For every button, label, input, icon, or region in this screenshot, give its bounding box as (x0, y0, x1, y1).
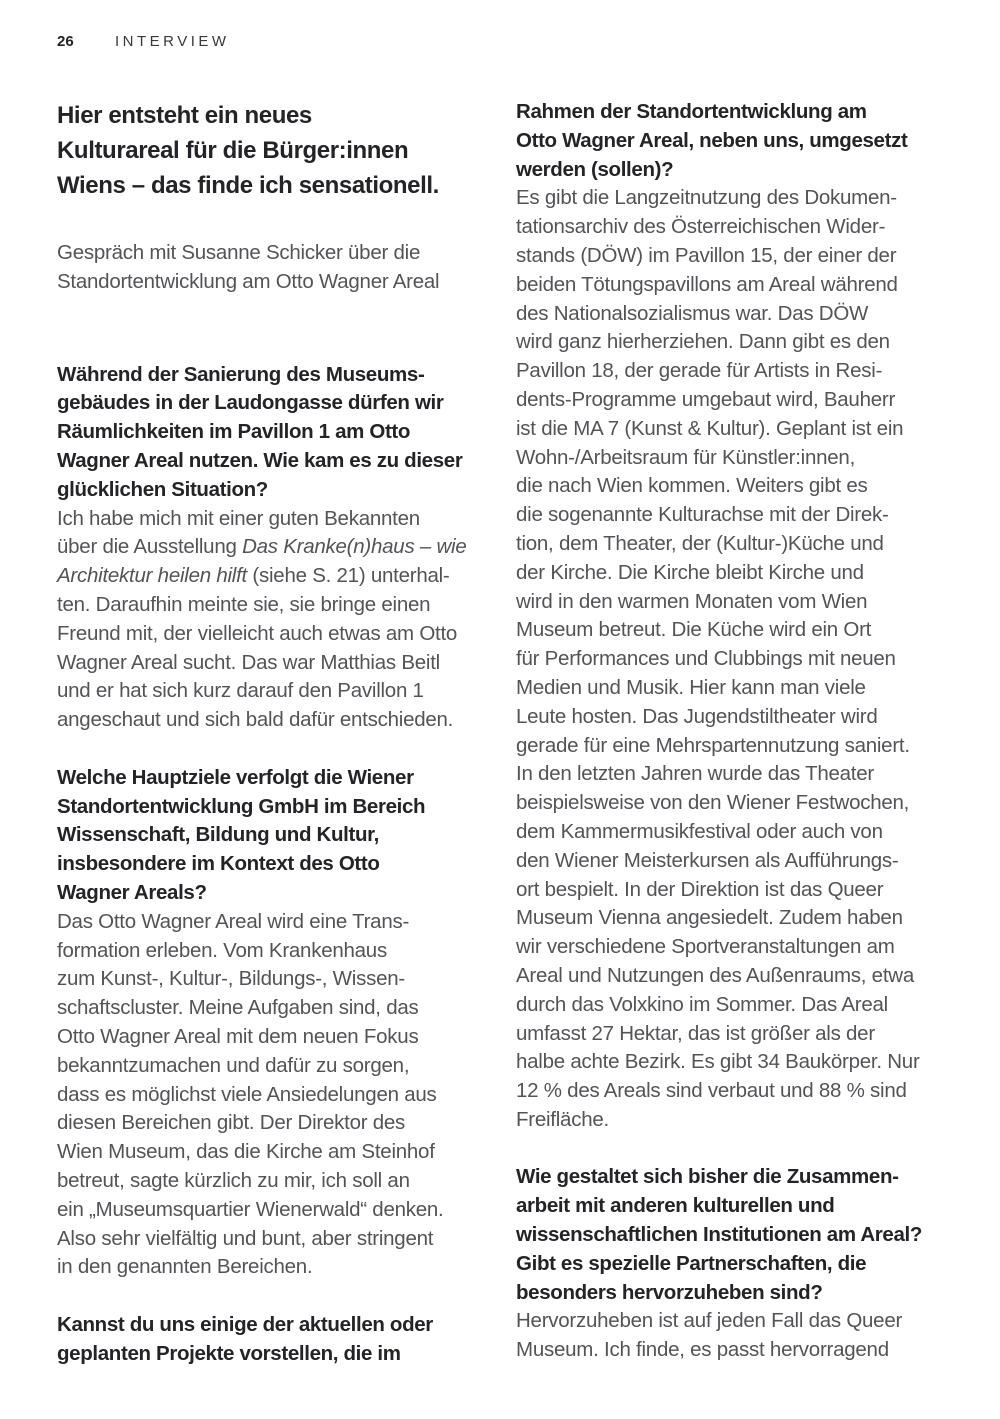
text-line: Standortentwicklung am Otto Wagner Areal (57, 269, 440, 293)
text-line: Areal und Nutzungen des Außenraums, etwa (516, 963, 914, 987)
text-line: Wien Museum, das die Kirche am Steinhof (57, 1140, 435, 1164)
answer-block (516, 1307, 946, 1365)
text-line: besonders hervorzuheben sind? (516, 1280, 823, 1304)
text-line: für Performances und Clubbings mit neuen (516, 647, 896, 671)
text-line: ort bespielt. In der Direktion ist das Queer (516, 877, 884, 901)
section-title: INTERVIEW (115, 33, 230, 50)
text-line: Gespräch mit Susanne Schicker über die (57, 241, 421, 264)
text-line: wird in den warmen Monaten vom Wien (516, 589, 868, 613)
text-line: durch das Volxkino im Sommer. Das Areal (516, 992, 888, 1016)
text-line: gebäudes in der Laudongasse dürfen wir (57, 391, 444, 415)
text-line: Räumlichkeiten im Pavillon 1 am Otto (57, 420, 411, 444)
text-line: Freund mit, der vielleicht auch etwas am Otto (57, 621, 458, 645)
text-line: dass es möglichst viele Ansiedelungen aus (57, 1082, 437, 1106)
text-line: werden (sollen)? (516, 157, 674, 181)
text-line: wissenschaftlichen Institutionen am Areal? (516, 1223, 923, 1247)
text-line: die nach Wien kommen. Weiters gibt es (516, 474, 868, 498)
text-line: beispielsweise von den Wiener Festwochen, (516, 791, 910, 815)
text-line: Architektur heilen hilft (siehe S. 21) unterhal- (57, 564, 450, 588)
text-line: des Nationalsozialismus war. Das DÖW (516, 301, 869, 325)
text-line: die sogenannte Kulturachse mit der Direk- (516, 503, 889, 527)
right-column (516, 98, 946, 1368)
question-block (57, 1311, 490, 1369)
page-header (57, 32, 230, 52)
text-line: Wie gestaltet sich bisher die Zusammen- (516, 1165, 899, 1189)
text-line: gerade für eine Mehrspartennutzung saniert. (516, 733, 910, 757)
text-line: Das Otto Wagner Areal wird eine Trans- (57, 909, 410, 933)
question-block (57, 361, 490, 505)
text-line: Museum Vienna angesiedelt. Zudem haben (516, 906, 903, 930)
text-line: wird ganz hierherziehen. Dann gibt es den (516, 330, 890, 354)
text-line: der Kirche. Die Kirche bleibt Kirche und (516, 560, 864, 584)
text-line: Ich habe mich mit einer guten Bekannten (57, 506, 420, 530)
text-line: zum Kunst-, Kultur-, Bildungs-, Wissen- (57, 967, 405, 991)
question-block (516, 98, 946, 184)
text-line: Während der Sanierung des Museums- (57, 362, 425, 386)
text-line: betreut, sagte kürzlich zu mir, ich soll an (57, 1168, 410, 1192)
text-line: Hervorzuheben ist auf jeden Fall das Queer (516, 1309, 903, 1333)
question-block (516, 1163, 946, 1307)
text-line: bekanntzumachen und dafür zu sorgen, (57, 1053, 410, 1077)
text-line: geplanten Projekte vorstellen, die im (57, 1341, 401, 1365)
text-line: Wagner Areals? (57, 880, 207, 904)
text-line: In den letzten Jahren wurde das Theater (516, 762, 874, 786)
answer-block (516, 184, 946, 1134)
left-column-text (57, 361, 490, 1369)
text-line: Es gibt die Langzeitnutzung des Dokumen- (516, 186, 897, 210)
text-line: Leute hosten. Das Jugendstiltheater wird (516, 704, 878, 728)
answer-block (57, 505, 490, 735)
article-headline (57, 98, 490, 203)
text-line: Kulturareal für die Bürger:innen (57, 137, 409, 164)
text-line: Kannst du uns einige der aktuellen oder (57, 1312, 433, 1336)
text-line: dents-Programme umgebaut wird, Bauherr (516, 387, 896, 411)
text-line: angeschaut und sich bald dafür entschieden. (57, 708, 454, 732)
right-column-text (516, 98, 946, 1365)
text-line: Otto Wagner Areal, neben uns, umgesetzt (516, 128, 908, 152)
text-line: formation erleben. Vom Krankenhaus (57, 938, 387, 962)
text-line: Rahmen der Standortentwicklung am (516, 100, 867, 123)
text-line: den Wiener Meisterkursen als Aufführungs- (516, 848, 899, 872)
text-line: Museum betreut. Die Küche wird ein Ort (516, 618, 872, 642)
text-line: Otto Wagner Areal mit dem neuen Fokus (57, 1024, 419, 1048)
text-line: schaftscluster. Meine Aufgaben sind, das (57, 996, 419, 1020)
text-line: ist die MA 7 (Kunst & Kultur). Geplant ist ein (516, 416, 904, 440)
text-line: Wissenschaft, Bildung und Kultur, (57, 823, 379, 847)
text-line: wir verschiedene Sportveranstaltungen am (516, 935, 895, 959)
text-line: arbeit mit anderen kulturellen und (516, 1194, 835, 1218)
text-line: umfasst 27 Hektar, das ist größer als der (516, 1021, 875, 1045)
text-line: Wiens – das finde ich sensationell. (57, 172, 439, 199)
left-column (57, 98, 490, 1368)
text-line: ein „Museumsquartier Wienerwald“ denken. (57, 1197, 444, 1221)
text-line: Wagner Areal nutzen. Wie kam es zu dieser (57, 448, 463, 472)
page-number: 26 (57, 33, 74, 50)
text-line: Welche Hauptziele verfolgt die Wiener (57, 765, 414, 789)
text-line: Also sehr vielfältig und bunt, aber stringent (57, 1226, 434, 1250)
text-line: Freifläche. (516, 1107, 609, 1131)
text-line: beiden Tötungspavillons am Areal während (516, 272, 898, 296)
text-line: Wagner Areal sucht. Das war Matthias Beitl (57, 650, 440, 674)
text-line: 12 % des Areals sind verbaut und 88 % sind (516, 1079, 907, 1103)
text-line: Gibt es spezielle Partnerschaften, die (516, 1251, 867, 1275)
answer-block (57, 908, 490, 1282)
text-line: stands (DÖW) im Pavillon 15, der einer der (516, 243, 897, 267)
text-line: insbesondere im Kontext des Otto (57, 852, 380, 876)
text-line: Museum. Ich finde, es passt hervorragend (516, 1338, 889, 1362)
text-line: Medien und Musik. Hier kann man viele (516, 675, 866, 699)
text-line: tion, dem Theater, der (Kultur-)Küche und (516, 531, 884, 555)
text-line: glücklichen Situation? (57, 477, 268, 501)
text-line: Pavillon 18, der gerade für Artists in Resi- (516, 359, 883, 383)
text-line: über die Ausstellung Das Kranke(n)haus – wie (57, 535, 467, 559)
article-subtitle (57, 239, 490, 297)
text-line: dem Kammermusikfestival oder auch von (516, 819, 883, 843)
text-line: ten. Daraufhin meinte sie, sie bringe einen (57, 592, 431, 616)
text-line: tationsarchiv des Österreichischen Wider- (516, 215, 886, 239)
text-line: Wohn-/Arbeitsraum für Künstler:innen, (516, 445, 856, 469)
text-line: diesen Bereichen gibt. Der Direktor des (57, 1111, 406, 1135)
text-line: Standortentwicklung GmbH im Bereich (57, 794, 426, 818)
two-column-layout (57, 98, 946, 1368)
text-line: in den genannten Bereichen. (57, 1255, 313, 1279)
text-line: Hier entsteht ein neues (57, 102, 312, 129)
question-block (57, 764, 490, 908)
text-line: und er hat sich kurz darauf den Pavillon 1 (57, 679, 424, 703)
text-line: halbe achte Bezirk. Es gibt 34 Baukörper. Nur (516, 1050, 920, 1074)
